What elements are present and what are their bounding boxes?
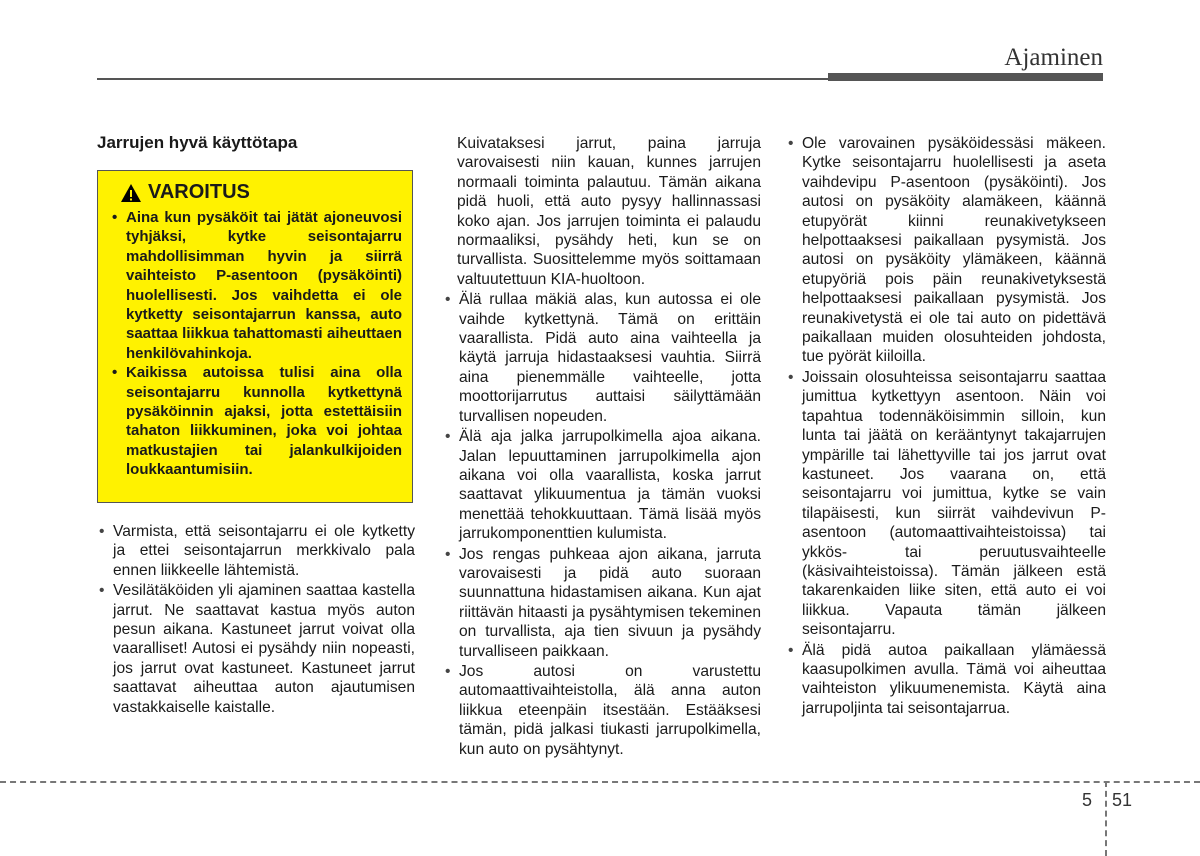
column-3-list: [786, 134, 1106, 718]
list-item: • Vesilätäköiden yli ajaminen saattaa kastella jarrut. Ne saattavat kastua myös auton pesun aikana. Kastuneet jarrut voivat olla vaaralliset! Autosi ei pysähdy niin nopeasti, jos jarrut ovat kastuneet. Kastuneet jarrut saattavat aiheuttaa auton ajautumisen vastakkaiselle kaistalle.: [97, 581, 415, 717]
column-1-list: [97, 522, 415, 717]
list-item: • Älä rullaa mäkiä alas, kun autossa ei ole vaihde kytkettynä. Tämä on erittäin vaarallista. Pidä auto aina vaihteella ja käytä jarruja hidastaaksesi vauhtia. Siirrä aina pienemmälle vaihteelle, jotta moottorijarrutus auttaisi säilyttämään turvallisen nopeuden.: [443, 290, 761, 426]
list-item: • Joissain olosuhteissa seisontajarru saattaa jumittua kytkettyyn asentoon. Näin voi tapahtua todennäköisimmin silloin, kun lunta tai jäätä on kerääntynyt takajarrujen ympärille tai lähettyville tai jos jarrut ovat kastuneet. Jos vaarana on, että seisontajarru voi jumittua, kytke se vain tilapäisesti, kun siirrät vaihdevivun P-asentoon (automaattivaihteistoissa) tai ykkös- tai peruutusvaihteelle (käsivaihteistoissa). Tämän jälkeen estä takarenkaiden liike siten, että auto ei voi liikkua. Vapauta tämän jälkeen seisontajarru.: [786, 368, 1106, 640]
warning-triangle-icon: [120, 183, 142, 203]
header-rule-accent: [828, 73, 1103, 81]
warning-item: • Kaikissa autoissa tulisi aina olla seisontajarru kunnolla kytkettynä pysäköinnin ajaksi, jotta estettäisiin tahaton liikkuminen, joka voi johtaa matkustajien tai jalankulkijoiden loukkaantumisiin.: [108, 363, 402, 479]
warning-box: [97, 170, 413, 503]
footer-vertical-divider: [1105, 781, 1107, 856]
list-item: • Älä aja jalka jarrupolkimella ajoa aikana. Jalan lepuuttaminen jarrupolkimella ajon aikana voi olla vaarallista, koska jarrut saattavat ylikuumentua ja tämän vuoksi menettää tehokkuuttaan. Tämä lisää myös jarrukomponenttien kulumista.: [443, 427, 761, 543]
list-item: • Älä pidä autoa paikallaan ylämäessä kaasupolkimen avulla. Tämä voi aiheuttaa vaihteiston ylikuumenemista. Käytä aina jarrupoljinta tai seisontajarrua.: [786, 641, 1106, 719]
column-3: [786, 134, 1106, 719]
warning-list: [108, 208, 402, 480]
section-heading: Jarrujen hyvä käyttötapa: [97, 133, 298, 152]
warning-title-text: VAROITUS: [148, 181, 250, 203]
list-item: • Jos autosi on varustettu automaattivaihteistolla, älä anna auton liikkua eteenpäin itsestään. Estääksesi tämän, pidä jalkasi tiukasti jarrupolkimella, kun auto on pysähtynyt.: [443, 662, 761, 759]
column-2-list: [443, 290, 761, 759]
chapter-number: 5: [1082, 790, 1093, 810]
column-2: [443, 134, 761, 760]
warning-item: • Aina kun pysäköit tai jätät ajoneuvosi tyhjäksi, kytke seisontajarru mahdollisimman hyvin ja siirrä vaihteisto P-asentoon (pysäköinti) huolellisesti. Jos vaihdetta ei ole kytketty seisontajarrun kanssa, auto saattaa liikkua tahattomasti aiheuttaen henkilövahinkoja.: [108, 208, 402, 363]
list-item: • Jos rengas puhkeaa ajon aikana, jarruta varovaisesti ja pidä auto suoraan suunnattuna hidastamisen aikana. Kun ajat riittävän hitaasti ja pysähtymisen tekeminen on turvallista, aja tien sivuun ja pysähdy turvalliseen paikkaan.: [443, 545, 761, 661]
page-header-title: Ajaminen: [1004, 44, 1103, 71]
lead-paragraph: Kuivataksesi jarrut, paina jarruja varovaisesti niin kauan, kunnes jarrujen normaali toiminta palautuu. Tämän aikana pidä huoli, että auto pysyy hallinnassasi koko ajan. Jos jarrujen toiminta ei palaudu normaaliksi, pysähdy heti, kun se on turvallista. Suosittelemme myös soittamaan valtuutettuun KIA-huoltoon.: [457, 135, 761, 288]
footer-divider: [0, 781, 1200, 783]
column-1: [97, 522, 415, 718]
list-item: • Varmista, että seisontajarru ei ole kytketty ja ettei seisontajarrun merkkivalo pala ennen liikkeelle lähtemistä.: [97, 522, 415, 580]
list-item: • Ole varovainen pysäköidessäsi mäkeen. Kytke seisontajarru huolellisesti ja aseta vaihdevipu P-asentoon (pysäköinti). Jos autosi on pysäköity alamäkeen, käännä etupyörät kiinni reunakivetykseen helpottaaksesi paikallaan pysymistä. Jos autosi on pysäköity ylämäkeen, käännä etupyöriä pois päin reunakivetyksestä helpottaaksesi paikallaan pysymistä. Jos reunakivetystä ei ole tai auto on pidettävä paikallaan muiden olosuhteiden johdosta, tue pyörät kiiloilla.: [786, 134, 1106, 367]
warning-title: [120, 181, 402, 204]
page-number: 51: [1112, 790, 1133, 810]
